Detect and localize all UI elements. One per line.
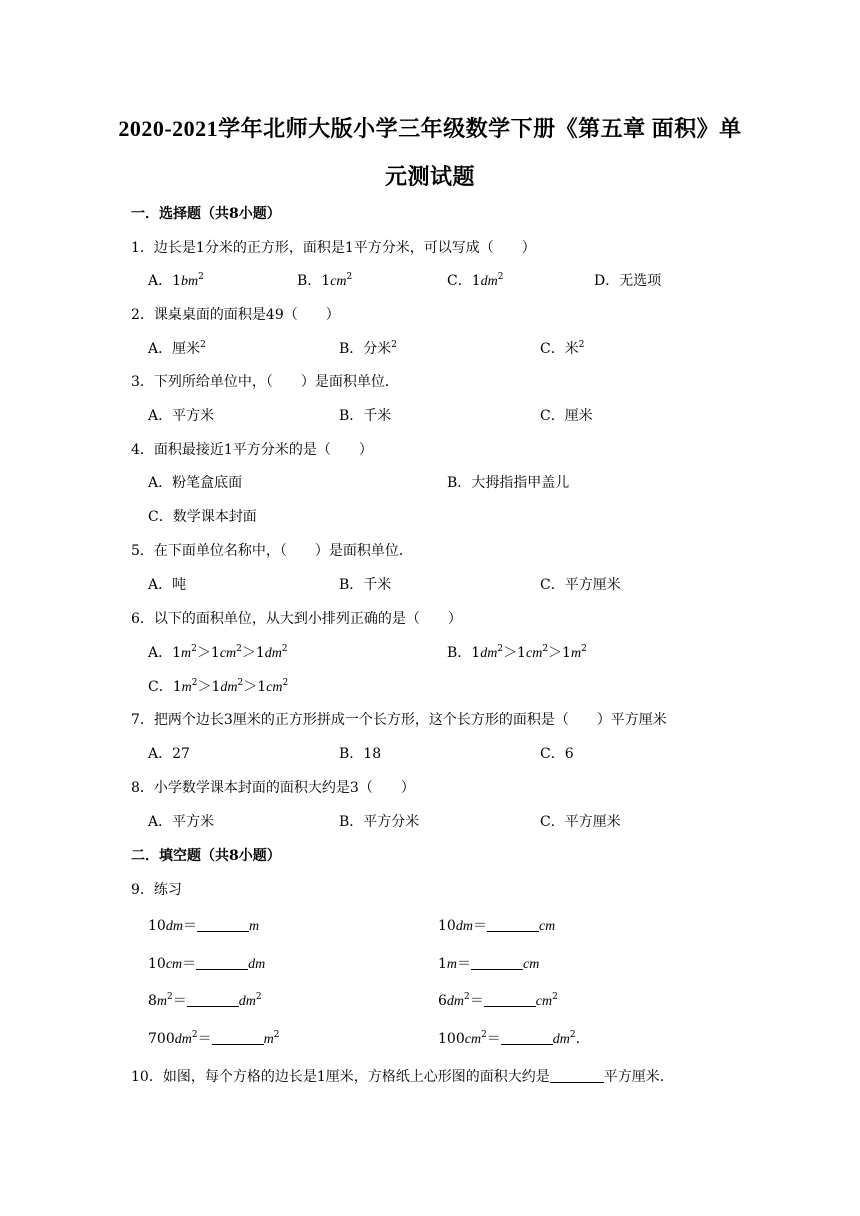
answer-blank[interactable] [187, 994, 239, 1007]
question-3: 3．下列所给单位中，（ ）是面积单位． [131, 374, 399, 390]
q6-option-a: A．$1m^2>1cm^2>1dm^2$ [148, 644, 288, 661]
question-2: 2．课桌桌面的面积是49（ ） [131, 307, 340, 323]
answer-blank[interactable] [197, 919, 249, 932]
question-10-text: 10．如图，每个方格的边长是1厘米，方格纸上心形图的面积大约是 [131, 1069, 550, 1085]
q5-option-c: C．平方厘米 [540, 577, 621, 593]
q3-option-a: A．平方米 [148, 408, 215, 424]
q4-option-a: A．粉笔盒底面 [148, 475, 243, 491]
answer-blank[interactable] [501, 1032, 553, 1045]
q7-option-c: C．6 [540, 746, 574, 762]
q6-option-b: B．$1dm^2>1cm^2>1m^2$ [447, 644, 587, 661]
q9-item-8: $100cm^2= dm^2$. [438, 1030, 581, 1047]
q4-option-b: B．大拇指指甲盖儿 [447, 475, 570, 491]
q6-option-c: C．$1m^2>1dm^2>1cm^2$ [148, 678, 289, 695]
question-8: 8．小学数学课本封面的面积大约是3（ ） [131, 780, 415, 796]
q1-option-a: A．$1bm^2$ [148, 272, 204, 289]
q9-item-1: 10dm＝ m [148, 918, 260, 934]
question-1: 1．边长是1分米的正方形，面积是1平方分米，可以写成（ ） [131, 240, 536, 256]
answer-blank[interactable] [196, 957, 248, 970]
q8-option-a: A．平方米 [148, 814, 215, 830]
q5-option-a: A．吨 [148, 577, 187, 593]
answer-blank[interactable] [550, 1070, 604, 1083]
q9-item-4: 1m＝ cm [438, 956, 540, 972]
q7-option-a: A．27 [148, 746, 190, 762]
q3-option-b: B．千米 [339, 408, 392, 424]
document-title-line1: 2020-2021学年北师大版小学三年级数学下册《第五章 面积》单 [118, 116, 742, 141]
answer-blank[interactable] [487, 919, 539, 932]
question-9: 9．练习 [131, 882, 182, 898]
question-5: 5．在下面单位名称中，（ ）是面积单位． [131, 543, 413, 559]
q8-option-b: B．平方分米 [339, 814, 420, 830]
q3-option-c: C．厘米 [540, 408, 593, 424]
q9-item-3: 10cm＝ dm [148, 956, 266, 972]
answer-blank[interactable] [212, 1032, 264, 1045]
q1-option-b: B．$1cm^2$ [297, 272, 353, 289]
q5-option-b: B．千米 [339, 577, 392, 593]
answer-blank[interactable] [484, 994, 536, 1007]
question-10 [131, 1066, 674, 1086]
question-7: 7．把两个边长3厘米的正方形拼成一个长方形，这个长方形的面积是（ ）平方厘米 [131, 712, 667, 728]
question-10-unit: 平方厘米． [603, 1069, 674, 1085]
q1-option-c: C．$1dm^2$ [447, 272, 504, 289]
document-title-line2: 元测试题 [384, 164, 475, 189]
q4-option-c: C．数学课本封面 [148, 509, 257, 525]
q9-item-5: $8m^2= dm^2$ [148, 992, 262, 1009]
q9-item-6: $6dm^2= cm^2$ [438, 992, 558, 1009]
q2-option-c: C．米$^2$ [540, 340, 585, 357]
question-4: 4．面积最接近1平方分米的是（ ） [131, 442, 373, 458]
q9-item-2: 10dm＝ cm [438, 918, 556, 934]
section-heading-fill: 二．填空题（共8小题） [131, 848, 281, 864]
q8-option-c: C．平方厘米 [540, 814, 621, 830]
q1-option-d: D．无选项 [594, 273, 662, 289]
answer-blank[interactable] [471, 957, 523, 970]
q9-item-7: $700dm^2= m^2$ [148, 1030, 280, 1047]
section-heading-choice: 一．选择题（共8小题） [131, 206, 281, 222]
q2-option-a: A．厘米$^2$ [148, 340, 206, 357]
q2-option-b: B．分米$^2$ [339, 340, 398, 357]
question-6: 6．以下的面积单位，从大到小排列正确的是（ ） [131, 611, 462, 627]
q7-option-b: B．18 [339, 746, 382, 762]
